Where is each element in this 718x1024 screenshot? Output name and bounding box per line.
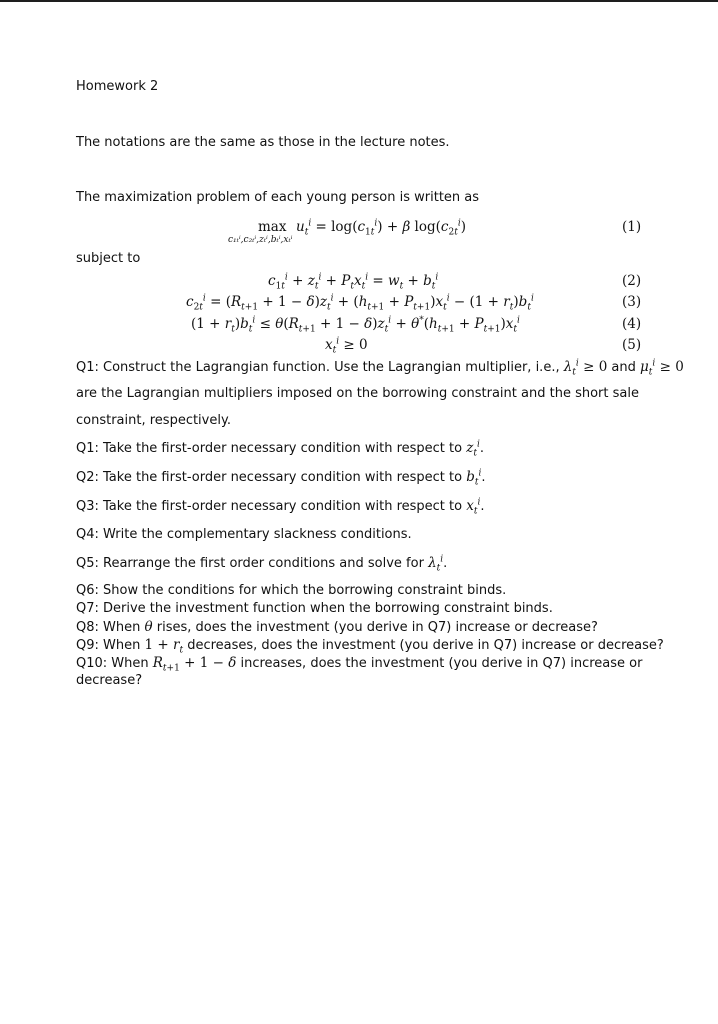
- question-1-line-2: are the Lagrangian multipliers imposed on the borrowing constraint and the short sale: [76, 386, 639, 401]
- max-operator: max: [258, 219, 287, 235]
- question-3: Q3: Take the first-order necessary condition with respect to $x_t^i$.: [76, 497, 485, 517]
- question-10-line-1: Q10: When $R_{t+1} + 1 - \delta$ increases, does the investment (you derive in Q7) increase or: [76, 655, 643, 674]
- constraint-borrowing: $(1 + r_t)b_t^i \le \theta(R_{t+1} + 1 - \delta)z_t^i + \theta^*(h_{t+1} + P_{t+1})x_t^i$: [191, 315, 520, 335]
- constraint-short-sale: $x_t^i \ge 0$: [325, 336, 368, 356]
- question-2: Q2: Take the first-order necessary condition with respect to $b_t^i$.: [76, 468, 486, 488]
- question-6: Q6: Show the conditions for which the borrowing constraint binds.: [76, 583, 507, 598]
- equation-number-5: (5): [622, 337, 642, 353]
- question-9: Q9: When $1 + r_t$ decreases, does the investment (you derive in Q7) increase or decrease?: [76, 637, 664, 656]
- objective-function: $u_t^i = \log(c_{1t}^i) + \beta$ $\log(c_{2t}^i)$: [296, 218, 467, 238]
- question-7: Q7: Derive the investment function when the borrowing constraint binds.: [76, 601, 553, 616]
- subject-to-label: subject to: [76, 251, 141, 266]
- top-border: [0, 0, 718, 2]
- question-8: Q8: When θ rises, does the investment (you derive in Q7) increase or decrease?: [76, 619, 598, 635]
- problem-intro: The maximization problem of each young person is written as: [76, 190, 480, 205]
- question-5: Q5: Rearrange the first order conditions and solve for $\lambda_t^i$.: [76, 554, 448, 574]
- constraint-budget-young: $c_{1t}^i + z_t^i + P_tx_t^i = w_t + b_t^i$: [268, 272, 439, 292]
- question-1-line-3: constraint, respectively.: [76, 413, 231, 428]
- question-1b: Q1: Take the first-order necessary condition with respect to $z_t^i$.: [76, 439, 485, 459]
- equation-number-3: (3): [622, 294, 642, 310]
- document-title: Homework 2: [76, 79, 159, 94]
- intro-text: The notations are the same as those in the lecture notes.: [76, 135, 450, 150]
- equation-number-2: (2): [622, 273, 642, 289]
- question-4: Q4: Write the complementary slackness conditions.: [76, 527, 412, 542]
- constraint-budget-old: $c_{2t}^i = (R_{t+1} + 1 - \delta)z_t^i + (h_{t+1} + P_{t+1})x_t^i - (1 + r_t)b_t^i$: [186, 293, 534, 313]
- max-variables: c₁ₜⁱ,c₂ₜⁱ,zₜⁱ,bₜⁱ,xₜⁱ: [228, 235, 293, 245]
- question-1-line-1: Q1: Construct the Lagrangian function. Use the Lagrangian multiplier, i.e., $\lambda_t^i \ge 0$ and $\mu_t^i \ge 0$: [76, 358, 684, 378]
- question-10-line-2: decrease?: [76, 673, 143, 688]
- equation-number-4: (4): [622, 316, 642, 332]
- equation-number-1: (1): [622, 219, 642, 235]
